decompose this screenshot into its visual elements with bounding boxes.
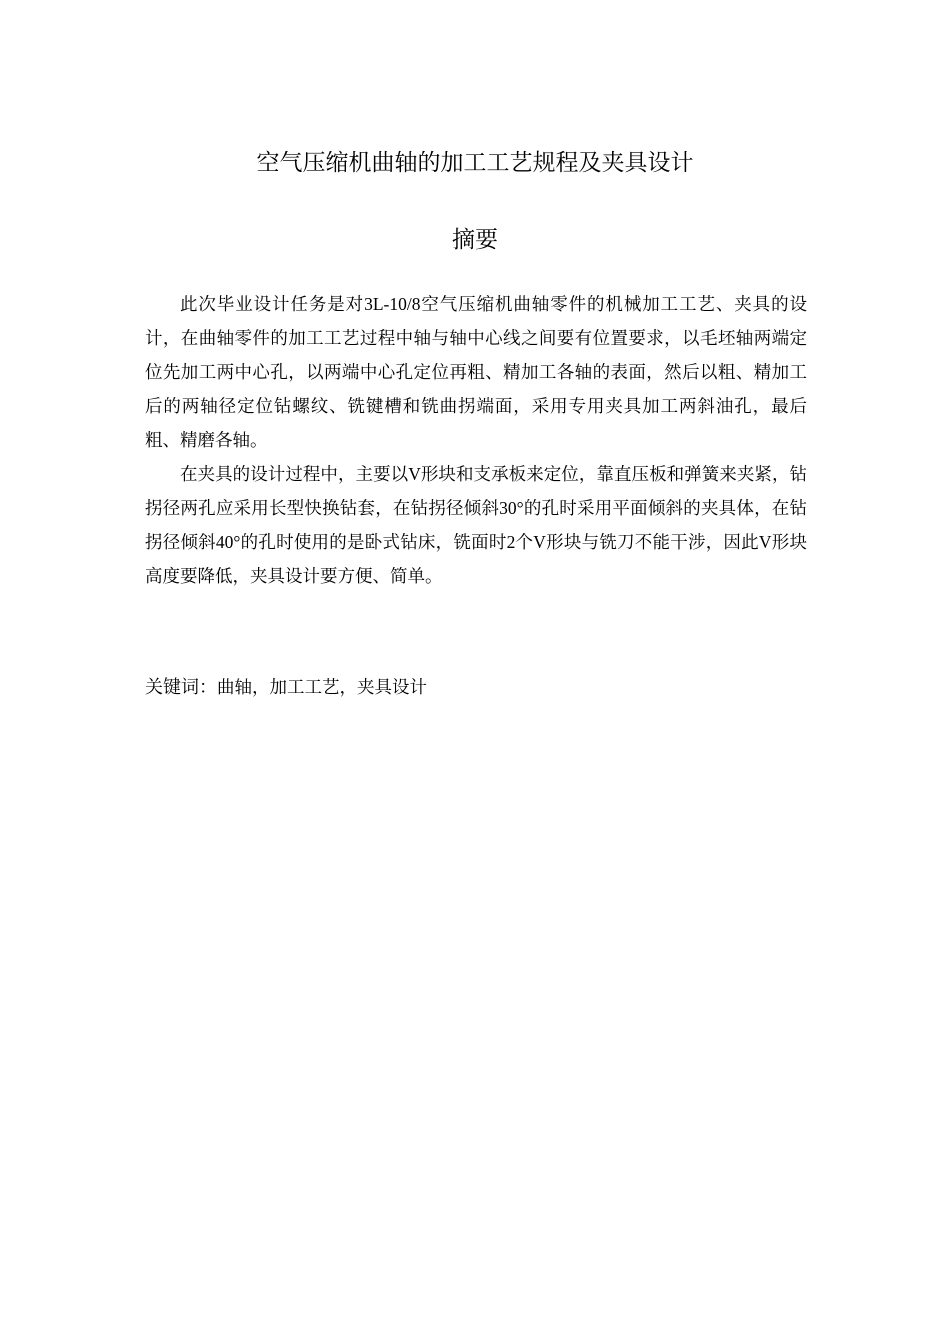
abstract-paragraph-1: 此次毕业设计任务是对3L-10/8空气压缩机曲轴零件的机械加工工艺、夹具的设计，在曲轴零件的加工工艺过程中轴与轴中心线之间要有位置要求，以毛坯轴两端定位先加工两中心孔，以两端中心孔定位再粗、精加工各轴的表面，然后以粗、精加工后的两轴径定位钻螺纹、铣键槽和铣曲拐端面，采用专用夹具加工两斜油孔，最后粗、精磨各轴。 [145,294,807,450]
document-title: 空气压缩机曲轴的加工工艺规程及夹具设计 [256,150,694,176]
abstract-paragraph-2: 在夹具的设计过程中，主要以V形块和支承板来定位，靠直压板和弹簧来夹紧，钻拐径两孔应采用长型快换钻套，在钻拐径倾斜30°的孔时采用平面倾斜的夹具体，在钻拐径倾斜40°的孔时使用的是卧式钻床，铣面时2个V形块与铣刀不能干涉，因此V形块高度要降低，夹具设计要方便、简单。 [145,464,807,586]
abstract-body [145,287,807,593]
keywords-value: 曲轴，加工工艺，夹具设计 [217,677,427,697]
keywords-label: 关键词： [145,677,217,698]
keywords-line [145,670,807,705]
abstract-heading: 摘要 [452,227,498,253]
